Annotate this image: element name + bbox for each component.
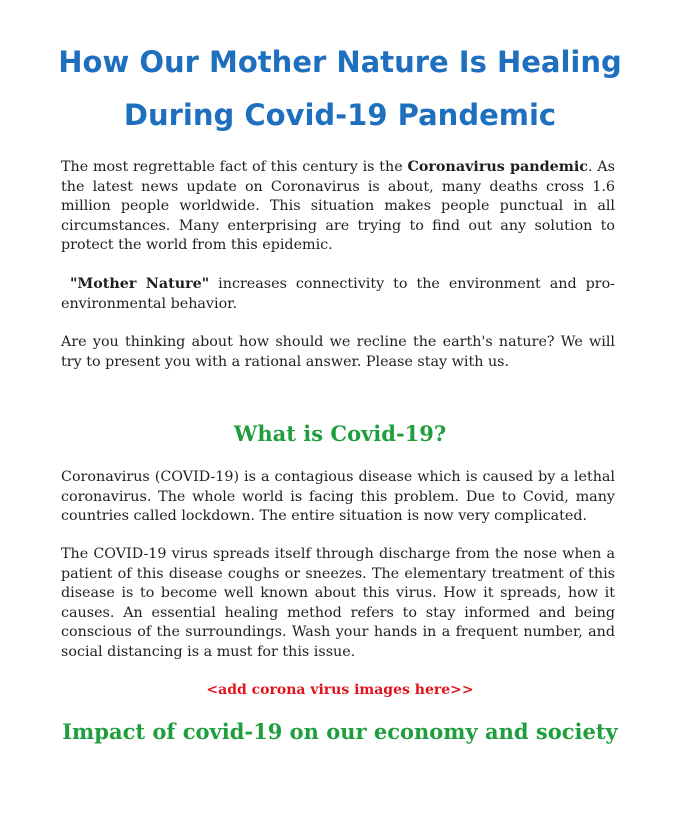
intro-p1-text-end: . As the latest news update on Coronavirus is about, many deaths cross 1.6 million people worldwide. This situation makes people punctual in all circumstances. Many enterprising are trying to find out any solution to protect the world from this epidemic. [61,159,615,253]
image-placeholder-note: <add corona virus images here>> [206,682,474,698]
intro-p2-text: increases connectivity to the environment and pro-environmental behavior. [61,276,616,312]
intro-p1-text-start: The most regrettable fact of this century is the [61,159,408,175]
title-line-2: During Covid-19 Pandemic [123,98,557,132]
section-heading-impact: Impact of covid-19 on our economy and society [62,719,618,744]
intro-paragraph-3: Are you thinking about how should we recline the earth's nature? We will try to present you with a rational answer. Please stay with us. [61,334,615,370]
intro-p2-bold-term: "Mother Nature" [69,276,210,292]
section1-paragraph-2: The COVID-19 virus spreads itself through discharge from the nose when a patient of this disease coughs or sneezes. The elementary treatment of this disease is to become well known about this virus. How it spreads, how it causes. An essential healing method refers to stay informed and being conscious of the surroundings. Wash your hands in a frequent number, and social distancing is a must for this issue. [61,546,615,660]
intro-paragraph-2 [61,275,615,314]
intro-paragraph-1 [61,158,615,256]
title-line-1: How Our Mother Nature Is Healing [58,45,622,79]
section-heading-what-is-covid: What is Covid-19? [233,421,447,446]
intro-p1-bold-term: Coronavirus pandemic [407,159,588,175]
section1-paragraph-1: Coronavirus (COVID-19) is a contagious disease which is caused by a lethal coronavirus. The whole world is facing this problem. Due to Covid, many countries called lockdown. The entire situation is now very complicated. [61,469,615,524]
page-title [40,36,640,142]
